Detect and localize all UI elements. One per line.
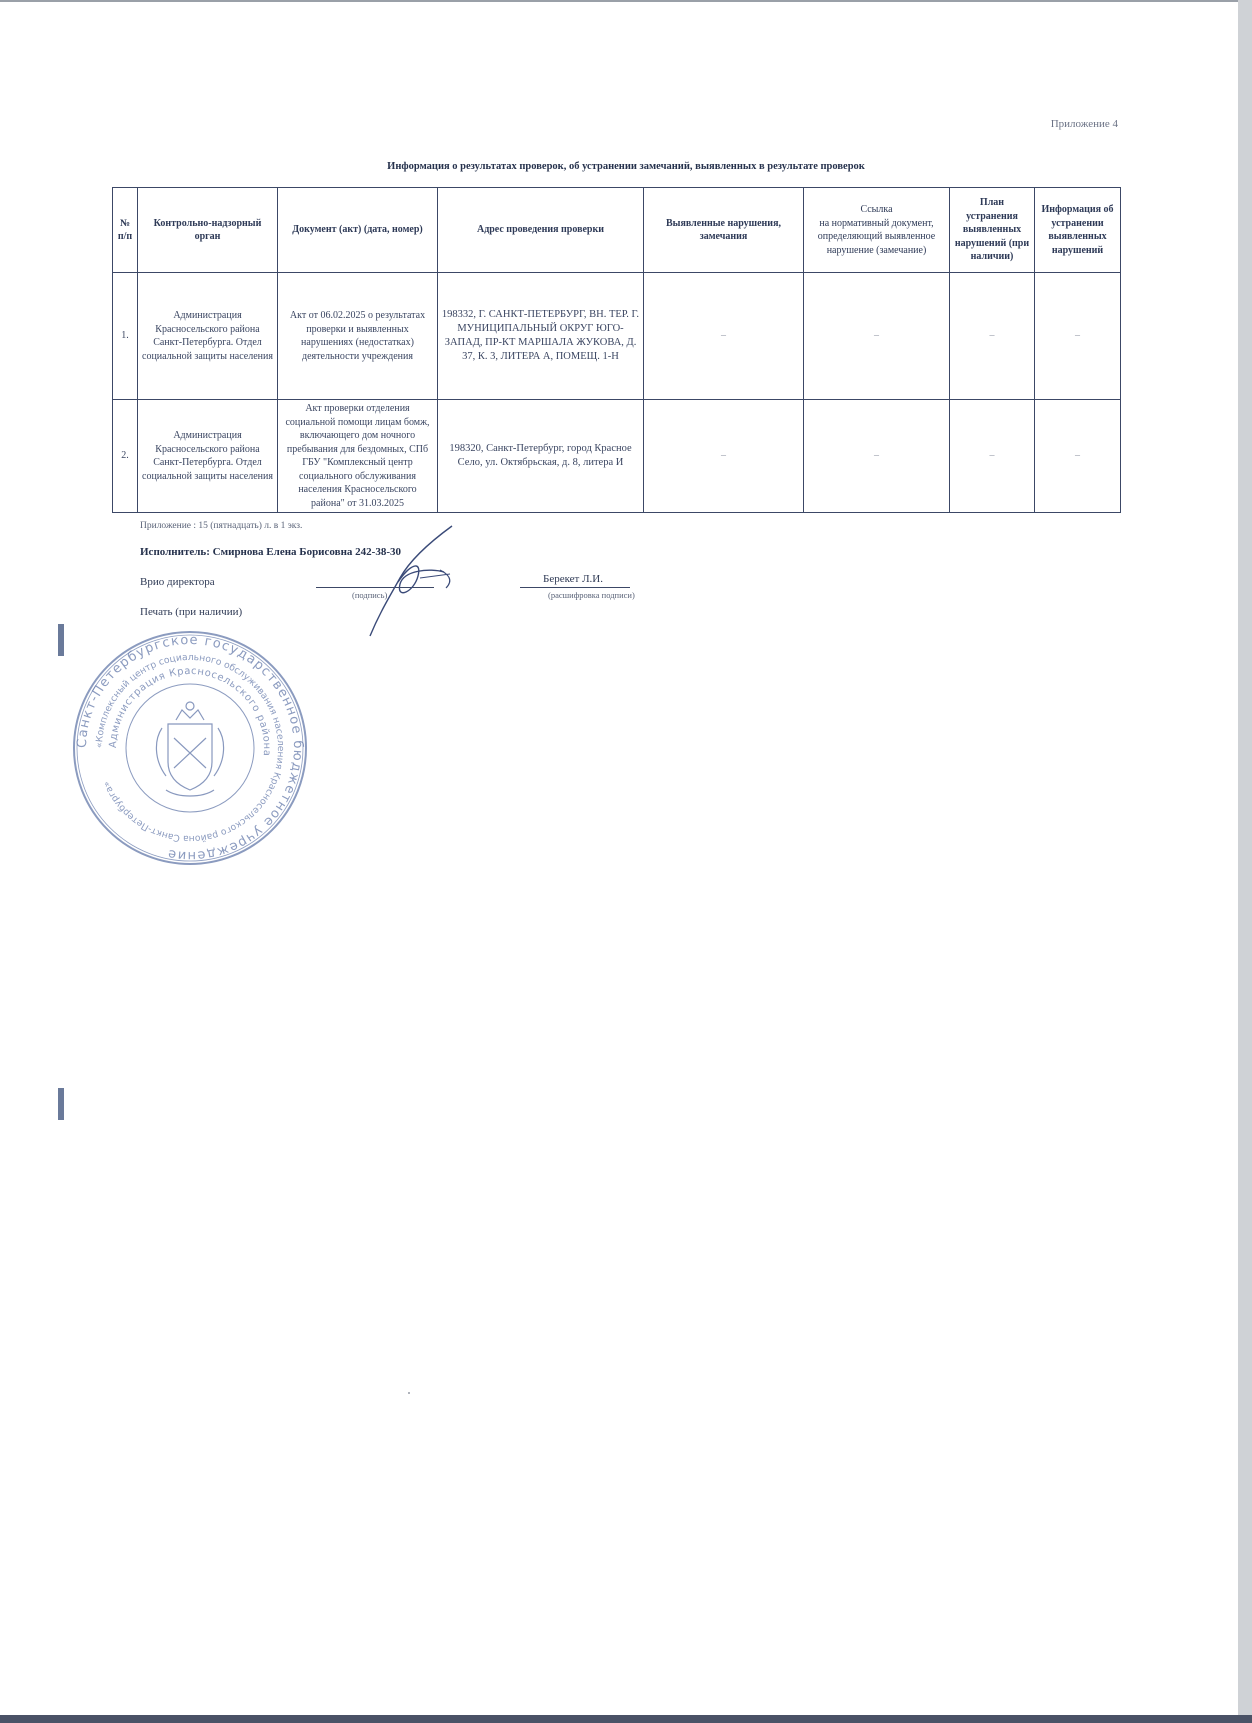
cell-document: Акт от 06.02.2025 о результатах проверки и выявленных нарушениях (недостатках) деятельности учреждения xyxy=(278,273,438,400)
scan-speck xyxy=(408,1392,410,1394)
cell-organ: Администрация Красносельского района Санкт-Петербурга. Отдел социальной защиты населения xyxy=(138,400,278,513)
table-header-row xyxy=(113,188,1121,273)
scan-mark xyxy=(58,1088,64,1120)
header-reference-body: на нормативный документ, определяющий выявленное нарушение (замечание) xyxy=(817,217,936,256)
cell-reference: – xyxy=(804,273,950,400)
name-caption: (расшифровка подписи) xyxy=(548,590,635,600)
cell-info: – xyxy=(1035,400,1121,513)
header-info: Информация об устранении выявленных нарушений xyxy=(1035,188,1121,273)
cell-num: 2. xyxy=(113,400,138,513)
seal-inner-text: Администрация Красносельского района xyxy=(107,665,273,757)
cell-violations: – xyxy=(644,273,804,400)
header-plan: План устранения выявленных нарушений (при наличии) xyxy=(950,188,1035,273)
appendix-label: Приложение 4 xyxy=(1050,118,1118,130)
scan-mark xyxy=(58,624,64,656)
table-row xyxy=(113,400,1121,513)
document-title: Информация о результатах проверок, об устранении замечаний, выявленных в результате проверок xyxy=(387,161,865,172)
handwritten-signature xyxy=(360,520,470,640)
seal-outer-text: Санкт-Петербургское государственное бюджетное учреждение xyxy=(74,632,306,864)
position-label: Врио директора xyxy=(140,576,215,588)
cell-violations: – xyxy=(644,400,804,513)
seal-middle-text: «Комплексный центр социального обслуживания населения Красносельского района Санкт-Петербурга» xyxy=(93,651,287,845)
header-reference-title: Ссылка xyxy=(860,204,893,215)
cell-plan: – xyxy=(950,400,1035,513)
name-line xyxy=(520,587,630,588)
signature-caption: (подпись) xyxy=(352,590,388,600)
cell-document: Акт проверки отделения социальной помощи лицам бомж, включающего дом ночного пребывания для бездомных, СПб ГБУ "Комплексный центр социального обслуживания населения Красносельского района" от 31.03.2025 xyxy=(278,400,438,513)
cell-info: – xyxy=(1035,273,1121,400)
executor-line: Исполнитель: Смирнова Елена Борисовна 242-38-30 xyxy=(140,546,401,558)
header-violations: Выявленные нарушения, замечания xyxy=(644,188,804,273)
cell-num: 1. xyxy=(113,273,138,400)
cell-address: 198332, Г. САНКТ-ПЕТЕРБУРГ, ВН. ТЕР. Г. МУНИЦИПАЛЬНЫЙ ОКРУГ ЮГО-ЗАПАД, ПР-КТ МАРШАЛА ЖУКОВА, Д. 37, К. 3, ЛИТЕРА А, ПОМЕЩ. 1-Н xyxy=(438,273,644,400)
header-reference xyxy=(804,188,950,273)
cell-address: 198320, Санкт-Петербург, город Красное Село, ул. Октябрьская, д. 8, литера И xyxy=(438,400,644,513)
official-seal xyxy=(70,628,310,868)
stamp-label: Печать (при наличии) xyxy=(140,606,243,618)
scan-top-edge xyxy=(0,0,1252,2)
coat-of-arms-icon xyxy=(156,702,223,796)
cell-organ: Администрация Красносельского района Санкт-Петербурга. Отдел социальной защиты населения xyxy=(138,273,278,400)
header-organ: Контрольно-надзорный орган xyxy=(138,188,278,273)
scan-bottom-edge xyxy=(0,1715,1252,1723)
scan-right-edge xyxy=(1238,0,1252,1723)
header-num: № п/п xyxy=(113,188,138,273)
table-row xyxy=(113,273,1121,400)
cell-plan: – xyxy=(950,273,1035,400)
header-document: Документ (акт) (дата, номер) xyxy=(278,188,438,273)
attachment-note: Приложение : 15 (пятнадцать) л. в 1 экз. xyxy=(140,521,303,531)
header-address: Адрес проведения проверки xyxy=(438,188,644,273)
cell-reference: – xyxy=(804,400,950,513)
inspection-results-table xyxy=(112,187,1121,513)
director-name: Берекет Л.И. xyxy=(543,573,603,585)
